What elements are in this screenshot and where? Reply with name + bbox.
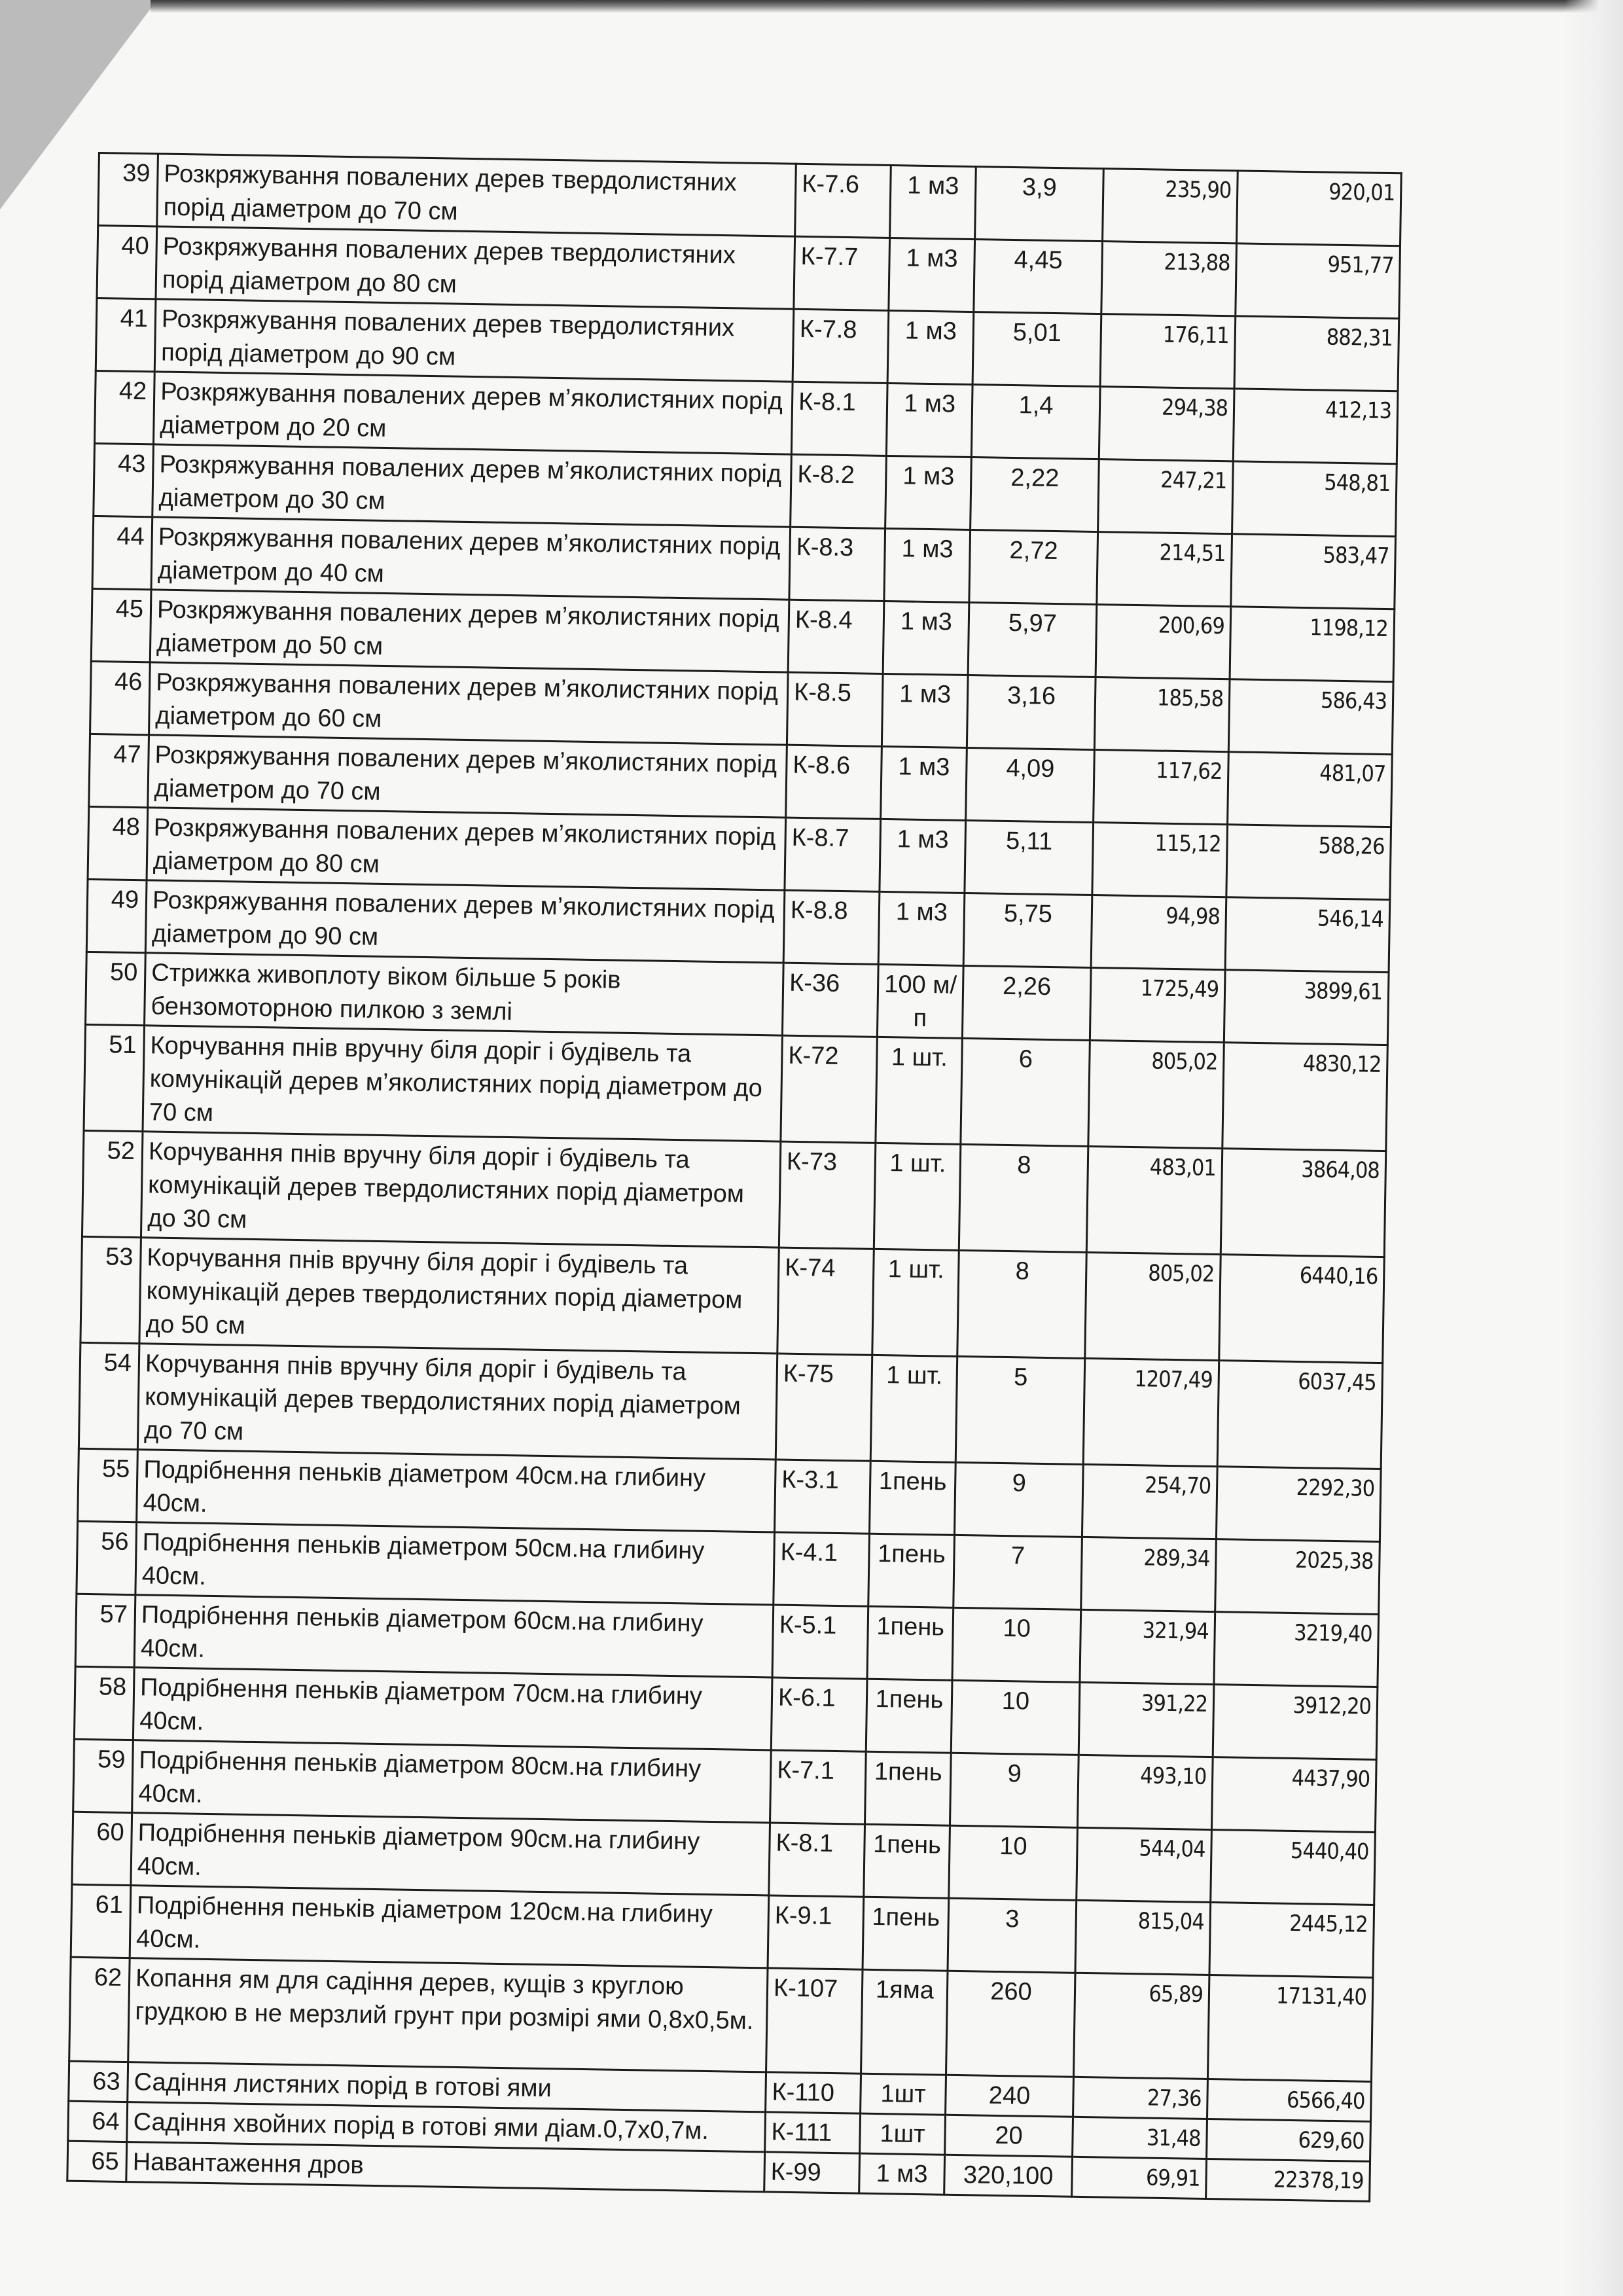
amount-cell: 6566,40 bbox=[1207, 2079, 1372, 2121]
rate-code-cell: К-36 bbox=[782, 963, 878, 1037]
unit-price-cell: 94,98 bbox=[1091, 895, 1226, 969]
quantity-cell: 5,01 bbox=[972, 312, 1101, 387]
unit-price-cell: 321,94 bbox=[1080, 1609, 1215, 1684]
table-row bbox=[82, 1130, 1385, 1257]
work-description-cell: Навантаження дров bbox=[126, 2142, 765, 2192]
scan-top-edge bbox=[151, 0, 1623, 13]
rate-code-cell: К-72 bbox=[781, 1035, 878, 1143]
amount-cell: 22378,19 bbox=[1206, 2159, 1370, 2201]
quantity-cell: 10 bbox=[952, 1607, 1081, 1682]
unit-of-measure-cell: 1пень bbox=[869, 1461, 955, 1535]
rate-code-cell: К-8.2 bbox=[791, 454, 887, 528]
amount-cell: 583,47 bbox=[1231, 534, 1396, 609]
row-number-cell: 64 bbox=[68, 2101, 128, 2142]
table-row bbox=[80, 1236, 1384, 1363]
rate-code-cell: К-9.1 bbox=[768, 1895, 864, 1969]
quantity-cell: 3,9 bbox=[975, 167, 1104, 242]
unit-price-cell: 294,38 bbox=[1099, 387, 1234, 461]
quantity-cell: 5,97 bbox=[968, 602, 1097, 677]
row-number-cell: 46 bbox=[90, 661, 151, 734]
row-number-cell: 44 bbox=[92, 516, 152, 589]
rate-code-cell: К-3.1 bbox=[775, 1460, 871, 1534]
amount-cell: 2292,30 bbox=[1216, 1467, 1381, 1542]
work-description-cell: Подрібнення пеньків діаметром 40см.на глибину 40см. bbox=[137, 1450, 776, 1532]
amount-cell: 3912,20 bbox=[1213, 1685, 1378, 1760]
quantity-cell: 9 bbox=[950, 1753, 1079, 1827]
work-description-cell: Корчування пнів вручну біля доріг і будівель та комунікацій дерев м’яколистяних порід діаметром до 70 см bbox=[143, 1026, 782, 1141]
unit-of-measure-cell: 1пень bbox=[866, 1679, 952, 1753]
amount-cell: 5440,40 bbox=[1211, 1830, 1376, 1905]
unit-of-measure-cell: 1пень bbox=[867, 1606, 954, 1680]
unit-price-cell: 247,21 bbox=[1098, 459, 1234, 534]
unit-of-measure-cell: 1 м3 bbox=[885, 456, 972, 529]
amount-cell: 412,13 bbox=[1233, 389, 1398, 464]
unit-price-cell: 69,91 bbox=[1072, 2157, 1207, 2198]
quantity-cell: 3,16 bbox=[967, 675, 1096, 749]
quantity-cell: 260 bbox=[946, 1971, 1075, 2077]
quantity-cell: 5 bbox=[955, 1356, 1085, 1464]
unit-price-cell: 213,88 bbox=[1101, 242, 1237, 316]
work-description-cell: Розкряжування повалених дерев м’яколистяних порід діаметром до 70 см bbox=[148, 735, 787, 817]
unit-of-measure-cell: 1пень bbox=[868, 1534, 955, 1607]
row-number-cell: 48 bbox=[88, 806, 148, 880]
quantity-cell: 1,4 bbox=[971, 385, 1100, 459]
row-number-cell: 47 bbox=[89, 734, 149, 807]
row-number-cell: 41 bbox=[96, 298, 156, 371]
row-number-cell: 57 bbox=[75, 1594, 135, 1667]
rate-code-cell: К-8.5 bbox=[787, 672, 883, 746]
row-number-cell: 59 bbox=[73, 1739, 134, 1812]
row-number-cell: 58 bbox=[74, 1666, 134, 1740]
row-number-cell: 43 bbox=[94, 443, 154, 516]
unit-price-cell: 185,58 bbox=[1094, 677, 1230, 752]
unit-price-cell: 805,02 bbox=[1088, 1040, 1224, 1148]
unit-price-cell: 65,89 bbox=[1073, 1973, 1209, 2079]
unit-of-measure-cell: 1 м3 bbox=[889, 238, 975, 312]
quantity-cell: 8 bbox=[959, 1144, 1088, 1252]
unit-price-cell: 176,11 bbox=[1100, 314, 1236, 389]
work-description-cell: Розкряжування повалених дерев твердолистяних порід діаметром до 90 см bbox=[154, 299, 794, 382]
unit-price-cell: 254,70 bbox=[1082, 1464, 1217, 1539]
unit-price-cell: 493,10 bbox=[1077, 1755, 1213, 1829]
row-number-cell: 62 bbox=[69, 1957, 130, 2062]
quantity-cell: 320,100 bbox=[944, 2155, 1073, 2197]
work-description-cell: Розкряжування повалених дерев м’яколистяних порід діаметром до 20 см bbox=[153, 372, 793, 454]
amount-cell: 6037,45 bbox=[1217, 1361, 1383, 1469]
rate-code-cell: К-7.1 bbox=[770, 1750, 866, 1824]
unit-of-measure-cell: 1 м3 bbox=[878, 891, 965, 965]
unit-price-cell: 1725,49 bbox=[1090, 967, 1225, 1042]
unit-of-measure-cell: 1 м3 bbox=[859, 2153, 945, 2195]
unit-price-cell: 31,48 bbox=[1073, 2117, 1207, 2159]
work-description-cell: Копання ям для садіння дерев, кущів з круглою грудкою в не мерзлий грунт при розмірі ями 0,8х0,5м. bbox=[128, 1958, 768, 2072]
unit-of-measure-cell: 1 м3 bbox=[881, 746, 967, 820]
row-number-cell: 52 bbox=[82, 1130, 143, 1237]
row-number-cell: 49 bbox=[86, 879, 147, 952]
work-description-cell: Розкряжування повалених дерев м’яколистяних порід діаметром до 50 см bbox=[150, 590, 789, 672]
rate-code-cell: К-75 bbox=[776, 1354, 872, 1461]
table-row bbox=[69, 1957, 1373, 2081]
quantity-cell: 9 bbox=[954, 1462, 1083, 1537]
unit-price-cell: 200,69 bbox=[1096, 605, 1231, 679]
amount-cell: 546,14 bbox=[1225, 897, 1390, 973]
work-description-cell: Розкряжування повалених дерев м’яколистяних порід діаметром до 40 см bbox=[151, 517, 791, 600]
rate-code-cell: К-107 bbox=[766, 1968, 863, 2073]
row-number-cell: 65 bbox=[67, 2141, 127, 2181]
row-number-cell: 55 bbox=[78, 1448, 138, 1522]
quantity-cell: 10 bbox=[949, 1825, 1078, 1900]
amount-cell: 3899,61 bbox=[1224, 970, 1389, 1045]
rate-code-cell: К-8.1 bbox=[791, 382, 887, 456]
table-body bbox=[67, 153, 1401, 2202]
work-description-cell: Розкряжування повалених дерев м’яколистяних порід діаметром до 30 см bbox=[152, 444, 792, 527]
rate-code-cell: К-7.7 bbox=[794, 236, 890, 310]
unit-price-cell: 117,62 bbox=[1094, 750, 1229, 825]
quantity-cell: 5,11 bbox=[965, 820, 1094, 895]
amount-cell: 588,26 bbox=[1226, 825, 1391, 900]
rate-code-cell: К-6.1 bbox=[771, 1677, 867, 1751]
work-description-cell: Садіння листяних порід в готові ями bbox=[128, 2062, 766, 2112]
row-number-cell: 53 bbox=[80, 1236, 141, 1343]
quantity-cell: 10 bbox=[951, 1680, 1080, 1755]
rate-code-cell: К-8.6 bbox=[786, 745, 882, 819]
work-description-cell: Стрижка живоплоту віком більше 5 років бензомоторною пилкою з землі bbox=[145, 953, 784, 1035]
quantity-cell: 2,26 bbox=[962, 965, 1091, 1040]
unit-of-measure-cell: 1 м3 bbox=[882, 673, 968, 747]
quantity-cell: 7 bbox=[954, 1535, 1082, 1609]
amount-cell: 920,01 bbox=[1237, 171, 1402, 246]
work-description-cell: Подрібнення пеньків діаметром 80см.на глибину 40см. bbox=[132, 1740, 772, 1823]
work-description-cell: Корчування пнів вручну біля доріг і будівель та комунікацій дерев твердолистяних порід діаметром до 50 см bbox=[139, 1238, 779, 1354]
table-row bbox=[84, 1024, 1387, 1151]
unit-price-cell: 235,90 bbox=[1103, 169, 1238, 243]
quantity-cell: 5,75 bbox=[963, 893, 1092, 967]
quantity-cell: 8 bbox=[957, 1250, 1087, 1358]
row-number-cell: 39 bbox=[98, 153, 158, 226]
rate-code-cell: К-8.4 bbox=[788, 600, 884, 673]
rate-code-cell: К-8.1 bbox=[769, 1823, 865, 1897]
amount-cell: 1198,12 bbox=[1230, 607, 1395, 682]
work-estimate-table bbox=[66, 152, 1402, 2202]
rate-code-cell: К-7.6 bbox=[795, 164, 891, 238]
unit-of-measure-cell: 1шт bbox=[861, 2073, 946, 2115]
unit-of-measure-cell: 1 шт. bbox=[872, 1249, 959, 1356]
work-description-cell: Корчування пнів вручну біля доріг і будівель та комунікацій дерев твердолистяних порід діаметром до 70 см bbox=[137, 1344, 777, 1460]
unit-of-measure-cell: 1пень bbox=[865, 1751, 952, 1825]
row-number-cell: 50 bbox=[86, 952, 146, 1025]
quantity-cell: 2,22 bbox=[971, 457, 1099, 532]
quantity-cell: 240 bbox=[946, 2075, 1074, 2117]
unit-price-cell: 815,04 bbox=[1075, 1900, 1211, 1975]
rate-code-cell: К-74 bbox=[777, 1247, 874, 1355]
row-number-cell: 42 bbox=[95, 370, 155, 444]
amount-cell: 2445,12 bbox=[1209, 1903, 1374, 1978]
rate-code-cell: К-8.8 bbox=[783, 890, 880, 964]
unit-price-cell: 391,22 bbox=[1079, 1682, 1214, 1757]
unit-price-cell: 214,51 bbox=[1097, 532, 1232, 607]
amount-cell: 586,43 bbox=[1228, 679, 1393, 755]
amount-cell: 951,77 bbox=[1236, 243, 1400, 319]
amount-cell: 629,60 bbox=[1207, 2119, 1371, 2161]
unit-of-measure-cell: 1 шт. bbox=[876, 1037, 963, 1144]
quantity-cell: 20 bbox=[945, 2115, 1073, 2157]
unit-price-cell: 289,34 bbox=[1081, 1537, 1217, 1611]
unit-of-measure-cell: 1 м3 bbox=[886, 383, 972, 457]
quantity-cell: 6 bbox=[961, 1038, 1090, 1146]
unit-of-measure-cell: 1 м3 bbox=[883, 601, 969, 675]
row-number-cell: 40 bbox=[97, 226, 157, 299]
unit-of-measure-cell: 1пень bbox=[864, 1824, 950, 1898]
row-number-cell: 51 bbox=[84, 1024, 145, 1131]
unit-of-measure-cell: 1 м3 bbox=[887, 311, 974, 385]
row-number-cell: 60 bbox=[72, 1812, 132, 1885]
amount-cell: 2025,38 bbox=[1215, 1539, 1380, 1615]
rate-code-cell: К-8.3 bbox=[789, 527, 885, 601]
work-description-cell: Розкряжування повалених дерев м’яколистяних порід діаметром до 90 см bbox=[145, 880, 785, 963]
unit-of-measure-cell: 1яма bbox=[861, 1969, 948, 2075]
quantity-cell: 4,45 bbox=[974, 240, 1103, 314]
work-description-cell: Подрібнення пеньків діаметром 60см.на глибину 40см. bbox=[134, 1595, 774, 1677]
rate-code-cell: К-111 bbox=[765, 2112, 861, 2153]
rate-code-cell: К-110 bbox=[766, 2072, 861, 2113]
unit-price-cell: 1207,49 bbox=[1083, 1358, 1219, 1466]
work-description-cell: Розкряжування повалених дерев твердолистяних порід діаметром до 70 см bbox=[157, 154, 796, 236]
work-description-cell: Корчування пнів вручну біля доріг і будівель та комунікацій дерев твердолистяних порід діаметром до 30 см bbox=[141, 1132, 780, 1247]
work-description-cell: Подрібнення пеньків діаметром 90см.на глибину 40см. bbox=[131, 1813, 770, 1895]
document-sheet bbox=[66, 152, 1400, 2202]
work-description-cell: Подрібнення пеньків діаметром 120см.на глибину 40см. bbox=[130, 1886, 769, 1968]
row-number-cell: 63 bbox=[69, 2061, 128, 2102]
quantity-cell: 3 bbox=[948, 1898, 1077, 1973]
unit-price-cell: 805,02 bbox=[1085, 1252, 1221, 1360]
amount-cell: 548,81 bbox=[1232, 461, 1397, 537]
unit-price-cell: 544,04 bbox=[1077, 1827, 1212, 1902]
amount-cell: 3219,40 bbox=[1214, 1612, 1379, 1687]
work-description-cell: Розкряжування повалених дерев м’яколистяних порід діаметром до 80 см bbox=[147, 808, 786, 890]
work-description-cell: Розкряжування повалених дерев твердолистяних порід діаметром до 80 см bbox=[156, 226, 795, 309]
rate-code-cell: К-73 bbox=[779, 1141, 876, 1249]
rate-code-cell: К-7.8 bbox=[793, 309, 889, 383]
amount-cell: 4830,12 bbox=[1222, 1043, 1388, 1151]
scan-right-edge bbox=[1564, 0, 1623, 2296]
amount-cell: 6440,16 bbox=[1219, 1255, 1385, 1363]
unit-of-measure-cell: 100 м/п bbox=[877, 964, 963, 1038]
work-description-cell: Розкряжування повалених дерев м’яколистяних порід діаметром до 60 см bbox=[149, 662, 789, 745]
amount-cell: 3864,08 bbox=[1221, 1149, 1386, 1257]
quantity-cell: 4,09 bbox=[966, 747, 1095, 822]
unit-of-measure-cell: 1пень bbox=[863, 1897, 949, 1971]
table-row bbox=[79, 1342, 1382, 1469]
amount-cell: 4437,90 bbox=[1211, 1757, 1376, 1833]
work-description-cell: Садіння хвойних порід в готові ями діам.0,7х0,7м. bbox=[127, 2102, 766, 2152]
unit-of-measure-cell: 1 м3 bbox=[890, 166, 976, 240]
amount-cell: 17131,40 bbox=[1207, 1975, 1372, 2082]
work-description-cell: Подрібнення пеньків діаметром 70см.на глибину 40см. bbox=[133, 1668, 772, 1750]
rate-code-cell: К-5.1 bbox=[772, 1605, 868, 1679]
unit-of-measure-cell: 1 шт. bbox=[874, 1143, 961, 1250]
unit-of-measure-cell: 1 м3 bbox=[880, 819, 966, 893]
amount-cell: 882,31 bbox=[1234, 316, 1399, 391]
unit-price-cell: 115,12 bbox=[1092, 823, 1228, 897]
row-number-cell: 54 bbox=[79, 1342, 139, 1449]
rate-code-cell: К-99 bbox=[764, 2152, 860, 2193]
unit-of-measure-cell: 1 м3 bbox=[884, 528, 971, 602]
quantity-cell: 2,72 bbox=[969, 530, 1098, 605]
row-number-cell: 61 bbox=[71, 1884, 131, 1958]
row-number-cell: 45 bbox=[91, 588, 151, 662]
unit-of-measure-cell: 1 шт. bbox=[870, 1355, 957, 1462]
rate-code-cell: К-8.7 bbox=[785, 817, 881, 891]
rate-code-cell: К-4.1 bbox=[774, 1532, 870, 1606]
amount-cell: 481,07 bbox=[1228, 752, 1393, 827]
unit-price-cell: 483,01 bbox=[1086, 1146, 1222, 1254]
unit-price-cell: 27,36 bbox=[1073, 2077, 1208, 2119]
row-number-cell: 56 bbox=[77, 1521, 137, 1594]
unit-of-measure-cell: 1шт bbox=[860, 2113, 946, 2155]
work-description-cell: Подрібнення пеньків діаметром 50см.на глибину 40см. bbox=[135, 1522, 775, 1605]
